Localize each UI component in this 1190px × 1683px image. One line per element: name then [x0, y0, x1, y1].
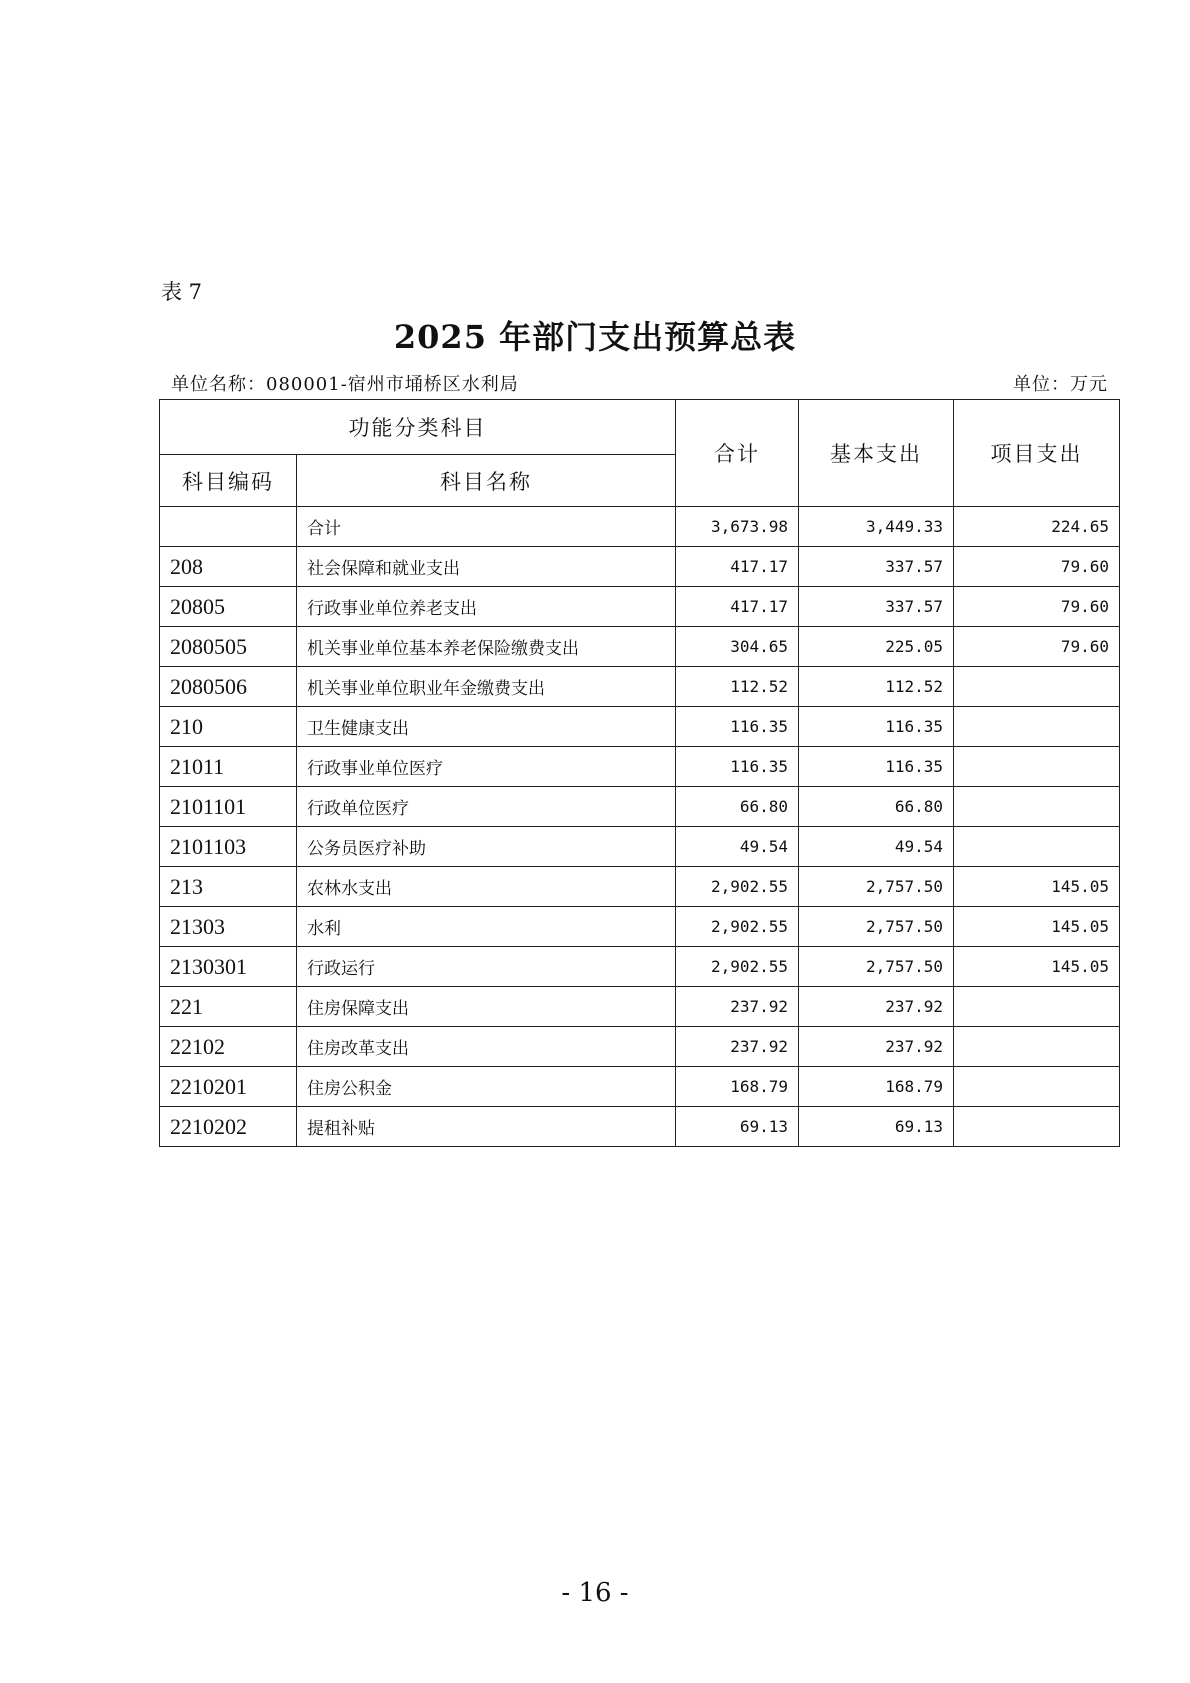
- unit-label: 单位：万元: [1013, 374, 1108, 395]
- cell-name: 行政运行: [297, 947, 676, 987]
- cell-total: 49.54: [676, 827, 799, 867]
- table-row: [160, 747, 1120, 787]
- cell-code: 210: [160, 707, 297, 747]
- table-row: [160, 1107, 1120, 1147]
- table-row: [160, 627, 1120, 667]
- cell-name: 行政单位医疗: [297, 787, 676, 827]
- table-row: [160, 547, 1120, 587]
- table-row: [160, 667, 1120, 707]
- cell-total: 417.17: [676, 547, 799, 587]
- page-number: - 16 -: [561, 1578, 629, 1608]
- cell-basic: 3,449.33: [799, 507, 954, 547]
- cell-name: 农林水支出: [297, 867, 676, 907]
- cell-project: [954, 1027, 1120, 1067]
- meta-row: [171, 370, 1108, 396]
- cell-code: 208: [160, 547, 297, 587]
- cell-total: 2,902.55: [676, 907, 799, 947]
- cell-basic: 116.35: [799, 747, 954, 787]
- cell-basic: 2,757.50: [799, 947, 954, 987]
- cell-name: 机关事业单位职业年金缴费支出: [297, 667, 676, 707]
- cell-basic: 66.80: [799, 787, 954, 827]
- cell-project: [954, 707, 1120, 747]
- cell-total: 417.17: [676, 587, 799, 627]
- cell-code: 21303: [160, 907, 297, 947]
- budget-table: [159, 399, 1120, 1147]
- table-row: [160, 1027, 1120, 1067]
- table-row: [160, 907, 1120, 947]
- cell-project: 145.05: [954, 867, 1120, 907]
- unit-name: 单位名称：080001-宿州市埇桥区水利局: [171, 374, 519, 395]
- col-header-total: 合计: [676, 400, 799, 507]
- cell-total: 237.92: [676, 1027, 799, 1067]
- table-row: [160, 947, 1120, 987]
- cell-total: 69.13: [676, 1107, 799, 1147]
- table-row: [160, 707, 1120, 747]
- cell-basic: 337.57: [799, 547, 954, 587]
- cell-code: 2210201: [160, 1067, 297, 1107]
- cell-basic: 168.79: [799, 1067, 954, 1107]
- cell-total: 2,902.55: [676, 867, 799, 907]
- cell-project: 145.05: [954, 947, 1120, 987]
- cell-total: 2,902.55: [676, 947, 799, 987]
- cell-name: 住房改革支出: [297, 1027, 676, 1067]
- cell-name: 机关事业单位基本养老保险缴费支出: [297, 627, 676, 667]
- cell-code: 2130301: [160, 947, 297, 987]
- cell-basic: 49.54: [799, 827, 954, 867]
- cell-total: 112.52: [676, 667, 799, 707]
- cell-total: 116.35: [676, 707, 799, 747]
- cell-total: 66.80: [676, 787, 799, 827]
- cell-basic: 112.52: [799, 667, 954, 707]
- cell-code: 21011: [160, 747, 297, 787]
- cell-name: 公务员医疗补助: [297, 827, 676, 867]
- cell-code: 2080506: [160, 667, 297, 707]
- cell-basic: 2,757.50: [799, 907, 954, 947]
- header-row-1: [160, 400, 1120, 455]
- col-header-project: 项目支出: [954, 400, 1120, 507]
- cell-total: 304.65: [676, 627, 799, 667]
- cell-basic: 69.13: [799, 1107, 954, 1147]
- cell-code: [160, 507, 297, 547]
- table-row: [160, 987, 1120, 1027]
- cell-basic: 116.35: [799, 707, 954, 747]
- col-header-basic: 基本支出: [799, 400, 954, 507]
- cell-project: [954, 787, 1120, 827]
- cell-basic: 237.92: [799, 1027, 954, 1067]
- table-row: [160, 827, 1120, 867]
- cell-code: 2080505: [160, 627, 297, 667]
- cell-total: 168.79: [676, 1067, 799, 1107]
- cell-code: 22102: [160, 1027, 297, 1067]
- col-header-name: 科目名称: [297, 455, 676, 507]
- cell-basic: 337.57: [799, 587, 954, 627]
- cell-name: 提租补贴: [297, 1107, 676, 1147]
- document-title: 2025 年部门支出预算总表: [393, 318, 797, 356]
- cell-code: 2210202: [160, 1107, 297, 1147]
- cell-name: 合计: [297, 507, 676, 547]
- table-label: 表 7: [161, 280, 203, 304]
- cell-name: 住房公积金: [297, 1067, 676, 1107]
- cell-project: [954, 1107, 1120, 1147]
- cell-project: 224.65: [954, 507, 1120, 547]
- cell-code: 213: [160, 867, 297, 907]
- cell-project: [954, 667, 1120, 707]
- table-row: [160, 587, 1120, 627]
- table-body: [160, 507, 1120, 1147]
- cell-code: 2101101: [160, 787, 297, 827]
- col-header-code: 科目编码: [160, 455, 297, 507]
- table-row: [160, 1067, 1120, 1107]
- cell-code: 20805: [160, 587, 297, 627]
- cell-name: 行政事业单位医疗: [297, 747, 676, 787]
- cell-project: [954, 827, 1120, 867]
- cell-name: 卫生健康支出: [297, 707, 676, 747]
- cell-code: 221: [160, 987, 297, 1027]
- cell-total: 3,673.98: [676, 507, 799, 547]
- cell-project: 145.05: [954, 907, 1120, 947]
- cell-total: 237.92: [676, 987, 799, 1027]
- cell-name: 行政事业单位养老支出: [297, 587, 676, 627]
- cell-project: [954, 987, 1120, 1027]
- cell-project: 79.60: [954, 587, 1120, 627]
- cell-total: 116.35: [676, 747, 799, 787]
- cell-code: 2101103: [160, 827, 297, 867]
- group-header: 功能分类科目: [160, 400, 676, 455]
- table-row: [160, 507, 1120, 547]
- cell-project: 79.60: [954, 627, 1120, 667]
- cell-name: 水利: [297, 907, 676, 947]
- cell-project: [954, 1067, 1120, 1107]
- cell-basic: 225.05: [799, 627, 954, 667]
- cell-name: 社会保障和就业支出: [297, 547, 676, 587]
- cell-basic: 2,757.50: [799, 867, 954, 907]
- cell-name: 住房保障支出: [297, 987, 676, 1027]
- cell-project: 79.60: [954, 547, 1120, 587]
- cell-basic: 237.92: [799, 987, 954, 1027]
- table-row: [160, 867, 1120, 907]
- cell-project: [954, 747, 1120, 787]
- table-row: [160, 787, 1120, 827]
